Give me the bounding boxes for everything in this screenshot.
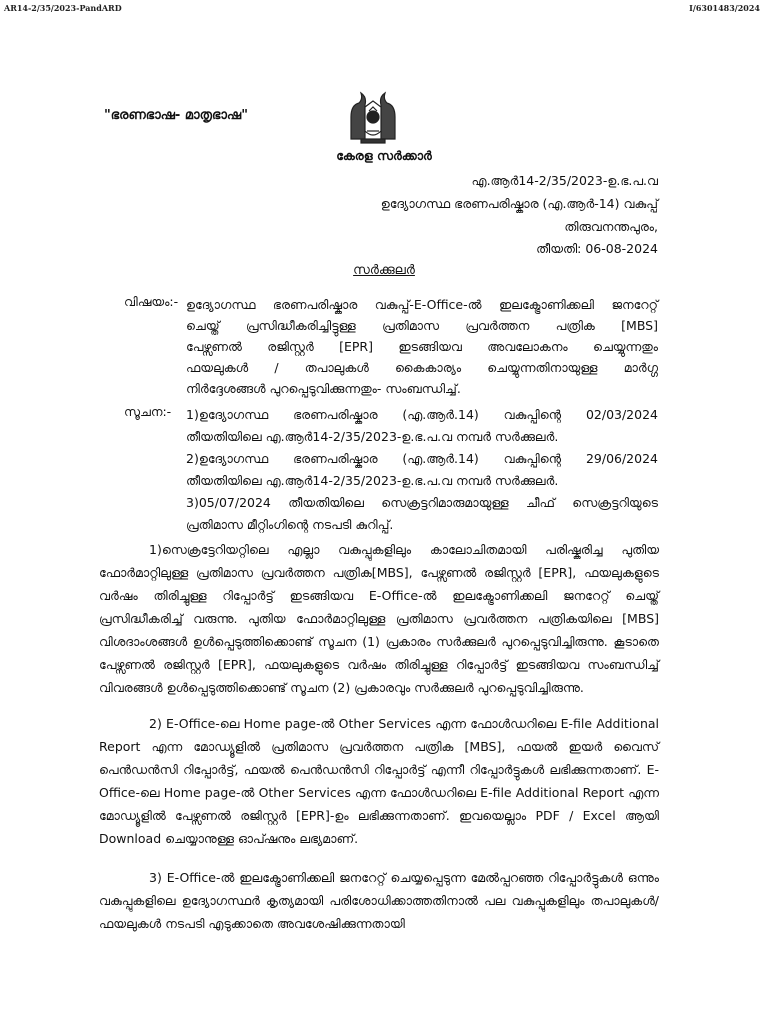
reference-item-line: തീയതിയിലെ എ.ആർ14-2/35/2023-ഉ.ഭ.പ.വ നമ്പർ സർക്കുലർ. [186, 473, 559, 488]
subject-text [186, 294, 658, 399]
subject-line: ചെയ്ത് പ്രസിദ്ധീകരിച്ചിട്ടുള്ള പ്രതിമാസ പ്രവർത്തന പത്രിക [MBS] [186, 318, 658, 333]
reference-item-line: 1)ഉദ്യോഗസ്ഥ ഭരണപരിഷ്കാര (എ.ആർ.14) വകുപ്പിന്റെ 02/03/2024 [186, 407, 658, 422]
reference-item-line: പ്രതിമാസ മീറ്റിംഗിന്റെ നടപടി കുറിപ്പ്. [186, 517, 394, 532]
subject-line: പേഴ്സണൽ രജിസ്റ്റർ [EPR] ഇടങ്ങിയവ അവലോകനം ചെയ്യുന്നതും [186, 339, 658, 354]
references-label: സൂചന:- [124, 404, 172, 419]
document-number-header: I/6301483/2024 [689, 3, 760, 13]
government-name: കേരള സർക്കാർ [336, 148, 432, 163]
references-list [186, 404, 658, 536]
paragraph-text: 3) E-Office-ൽ ഇലക്ട്രോണിക്കലി ജനറേറ്റ് ചെയ്യപ്പെടുന്ന മേൽപ്പറഞ്ഞ റിപ്പോർട്ടുകൾ ഒന്നും വകുപ്പുകളിലെ ഉദ്യോഗസ്ഥർ കൃത്യമായി പരിശോധിക്കാത്തതിനാൽ പല വകുപ്പുകളിലും തപാലുകൾ/ഫയലുകൾ നടപടി എടുക്കാതെ അവശേഷിക്കുന്നതായി [99, 870, 659, 931]
circular-title: സർക്കുലർ [353, 263, 415, 278]
reference-item-line: 3)05/07/2024 തീയതിയിലെ സെക്രട്ടറിമാരുമായുള്ള ചീഫ് സെക്രട്ടറിയുടെ [186, 495, 658, 510]
body-paragraph-3 [99, 866, 659, 935]
language-slogan: "ഭരണഭാഷ- മാതൃഭാഷ" [104, 108, 248, 123]
reference-item-line: തീയതിയിലെ എ.ആർ14-2/35/2023-ഉ.ഭ.പ.വ നമ്പർ സർക്കുലർ. [186, 429, 559, 444]
paragraph-text: 2) E-Office-ലെ Home page-ൽ Other Services എന്ന ഫോൾഡറിലെ E-file Additional Report എന്ന മോഡ്യൂളിൽ പ്രതിമാസ പ്രവർത്തന പത്രിക [MBS], ഫയൽ ഇയർ വൈസ് പെൻഡൻസി റിപ്പോർട്ട്, ഫയൽ പെൻഡൻസി റിപ്പോർട്ട് എന്നീ റിപ്പോർട്ടുകൾ ലഭിക്കുന്നതാണ്. E-Office-ലെ Home page-ൽ Other Services എന്ന ഫോൾഡറിലെ E-file Additional Report എന്ന മോഡ്യൂളിൽ പേഴ്സണൽ രജിസ്റ്റർ [EPR]-ഉം ലഭിക്കുന്നതാണ്. ഇവയെല്ലാം PDF / Excel ആയി Download ചെയ്യാനുള്ള ഓപ്ഷനും ലഭ്യമാണ്. [99, 716, 659, 846]
subject-line: ഫയലുകൾ / തപാലുകൾ കൈകാര്യം ചെയ്യുന്നതിനായുള്ള മാർഗ്ഗ [186, 360, 658, 375]
body-paragraph-1 [99, 538, 659, 699]
reference-number: എ.ആർ14-2/35/2023-ഉ.ഭ.പ.വ [471, 173, 658, 188]
date: തീയതി: 06-08-2024 [536, 241, 658, 256]
subject-line: ഉദ്യോഗസ്ഥ ഭരണപരിഷ്കാര വകുപ്പ്-E-Office-ൽ ഇലക്ട്രോണിക്കലി ജനറേറ്റ് [186, 297, 658, 312]
reference-item-line: 2)ഉദ്യോഗസ്ഥ ഭരണപരിഷ്കാര (എ.ആർ.14) വകുപ്പിന്റെ 29/06/2024 [186, 451, 658, 466]
place: തിരുവനന്തപുരം, [564, 219, 658, 234]
kerala-emblem-icon [341, 87, 405, 145]
subject-line: നിർദ്ദേശങ്ങൾ പുറപ്പെടുവിക്കുന്നതും- സംബന്ധിച്ച്. [186, 381, 461, 396]
file-number-header: AR14-2/35/2023-PandARD [4, 3, 122, 13]
department-name: ഉദ്യോഗസ്ഥ ഭരണപരിഷ്കാര (എ.ആർ-14) വകുപ്പ് [380, 196, 658, 211]
body-paragraph-2 [99, 712, 659, 850]
subject-label: വിഷയം:- [124, 294, 179, 309]
paragraph-text: 1)സെക്രട്ടേറിയറ്റിലെ എല്ലാ വകുപ്പുകളിലും കാലോചിതമായി പരിഷ്കരിച്ച പുതിയ ഫോർമാറ്റിലുള്ള പ്രതിമാസ പ്രവർത്തന പത്രിക[MBS], പേഴ്സണൽ രജിസ്റ്റർ [EPR], ഫയലുകളുടെ വർഷം തിരിച്ചുള്ള റിപ്പോർട്ട് ഇടങ്ങിയവ E-Office-ൽ ഇലക്ട്രോണിക്കലി ജനറേറ്റ് ചെയ്ത് പ്രസിദ്ധീകരിച്ച് വരുന്നു. പുതിയ ഫോർമാറ്റിലുള്ള പ്രതിമാസ പ്രവർത്തന പത്രികയിലെ [MBS] വിശദാംശങ്ങൾ ഉൾപ്പെടുത്തിക്കൊണ്ട് സൂചന (1) പ്രകാരം സർക്കുലർ പുറപ്പെടുവിച്ചിരുന്നു. കൂടാതെ പേഴ്സണൽ രജിസ്റ്റർ [EPR], ഫയലുകളുടെ വർഷം തിരിച്ചുള്ള റിപ്പോർട്ട് ഇടങ്ങിയവ സംബന്ധിച്ച് വിവരങ്ങൾ ഉൾപ്പെടുത്തിക്കൊണ്ട് സൂചന (2) പ്രകാരവും സർക്കുലർ പുറപ്പെടുവിച്ചിരുന്നു. [99, 542, 659, 695]
